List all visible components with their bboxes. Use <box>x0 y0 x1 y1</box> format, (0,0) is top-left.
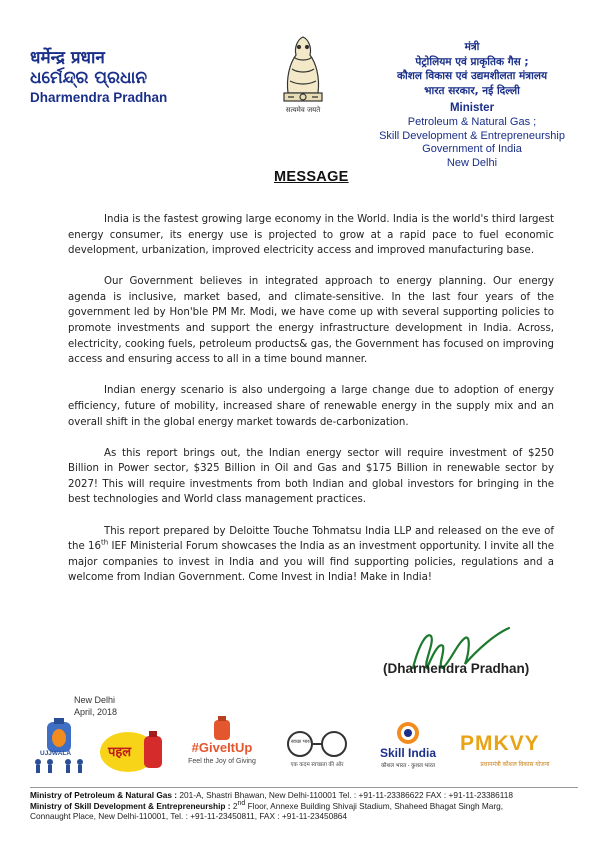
footer-line-2-bold: Ministry of Skill Development & Entrepreneurship : <box>30 800 231 811</box>
minister-title: Minister <box>449 102 495 114</box>
swachh-text: स्वच्छ भारत <box>291 739 313 745</box>
english-line-2: Skill Development & Entrepreneurship <box>379 129 565 142</box>
paragraph-1: India is the fastest growing large economy in the World. India is the world's third largest energy consumer, its energy use is projected to grow at a rapid pace to fuel economic development, urbanization, improved electricity access and improved manufacturing base. <box>68 214 554 257</box>
paragraph-2: Our Government believes in integrated approach to energy planning. Our energy agenda is inclusive, market based, and climate-sensitive. In the last four years of the government led by Hon'ble PM Mr. Modi, we have come up with several supporting policies to promote investments and support the energy infrastructure development in India. Across, electricity, cooking fuels, petroleum products& gas, the Government has focused on improving access and ensuring access to all in a time bound manner. <box>68 276 554 366</box>
paragraph-5-a: This report prepared by Deloitte Touche Tohmatsu India LLP and released on the eve of the 16 <box>68 525 554 553</box>
paragraph-3: Indian energy scenario is also undergoing a large change due to adoption of energy efficiency, future of mobility, increased share of renewable energy in the supply mix and an overall shift in the global energy market towards de-carbonization. <box>68 385 554 428</box>
footer-line-2 <box>30 801 578 812</box>
ujjwala-icon <box>30 718 88 780</box>
footer-line-2-b: Floor, Annexe Building Shivaji Stadium, Shaheed Bhagat Singh Marg, <box>245 800 504 811</box>
pmkvy-tagline: प्रधानमंत्री कौशल विकास योजना <box>480 762 550 768</box>
signature-scribble <box>405 624 515 686</box>
message-title: MESSAGE <box>274 169 349 185</box>
place-date <box>74 694 117 718</box>
giveitup-text: #GiveItUp <box>191 740 253 755</box>
name-odia: ଧର୍ମେନ୍ଦ୍ର ପ୍ରଧାନ <box>30 68 148 88</box>
pmkvy-logo <box>456 732 576 778</box>
ujjwala-logo <box>30 718 88 780</box>
pahal-text: पहल <box>108 744 132 759</box>
paragraph-5-b: IEF Ministerial Forum showcases the India as an investment opportunity. I invite all the major companies to invest in India and you will find supporting policies, regulations and a welcome from Indian Government. Come Invest in India! Make in India! <box>68 541 554 584</box>
giveitup-logo <box>176 716 268 776</box>
footer-line-2-sup: nd <box>237 799 246 807</box>
english-line-3: Government of India <box>422 143 522 155</box>
place: New Delhi <box>74 695 116 705</box>
sender-name-block <box>30 48 167 107</box>
footer-line-1-bold: Ministry of Petroleum & Natural Gas : <box>30 790 178 800</box>
hindi-line-4: भारत सरकार, नई दिल्ली <box>424 84 520 97</box>
signatory-name: (Dharmendra Pradhan) <box>383 661 530 676</box>
footer-line-1-rest: 201-A, Shastri Bhawan, New Delhi-110001 Tel. : +91-11-23386622 FAX : +91-11-23386118 <box>177 790 514 800</box>
swachh-bharat-logo <box>282 730 352 778</box>
pahal-logo <box>98 726 170 776</box>
english-line-4: New Delhi <box>446 156 498 169</box>
footer-line-3: Connaught Place, New Delhi-110001, Tel. : +91-11-23450811, FAX : +91-11-23450864 <box>30 811 348 821</box>
footer-line-1 <box>30 790 578 801</box>
paragraph-4: As this report brings out, the Indian energy sector will require investment of $250 Billion in Power sector, $325 Billion in Oil and Gas and $175 Billion in renewable sector by 2027! This will require investments from both Indian and global investors for bringing in the best technologies and World class management practices. <box>68 447 554 506</box>
date: April, 2018 <box>74 707 118 717</box>
pmkvy-text: PMKVY <box>460 732 540 755</box>
hindi-line-3: कौशल विकास एवं उद्यमशीलता मंत्रालय <box>396 70 548 82</box>
skill-india-icon <box>372 720 444 746</box>
message-body <box>68 212 554 601</box>
english-line-1: Petroleum & Natural Gas ; <box>407 116 537 128</box>
footer-divider <box>30 787 578 788</box>
ministry-block <box>352 40 592 170</box>
paragraph-5-sup: th <box>100 538 109 547</box>
swachh-tagline: एक कदम स्वच्छता की ओर <box>290 762 344 768</box>
hindi-line-1: मंत्री <box>464 41 480 53</box>
skill-india-text: Skill India <box>379 746 436 760</box>
gas-cylinder-icon <box>176 716 268 740</box>
ujjwala-text: UJJWALA <box>40 750 72 757</box>
name-english: Dharmendra Pradhan <box>30 90 168 105</box>
skill-india-tagline: कौशल भारत - कुशल भारत <box>380 763 436 769</box>
hindi-line-2: पेट्रोलियम एवं प्राकृतिक गैस ; <box>415 55 529 68</box>
emblem-motto: सत्यमेव जयते <box>285 106 321 114</box>
scheme-logos-row <box>0 716 602 786</box>
skill-india-logo <box>372 720 444 778</box>
paragraph-5 <box>68 524 554 586</box>
name-hindi: धर्मेन्द्र प्रधान <box>30 48 105 68</box>
giveitup-tagline: Feel the Joy of Giving <box>188 758 256 765</box>
footer-line-2-a: 2 <box>230 800 238 811</box>
footer-address <box>30 790 578 822</box>
